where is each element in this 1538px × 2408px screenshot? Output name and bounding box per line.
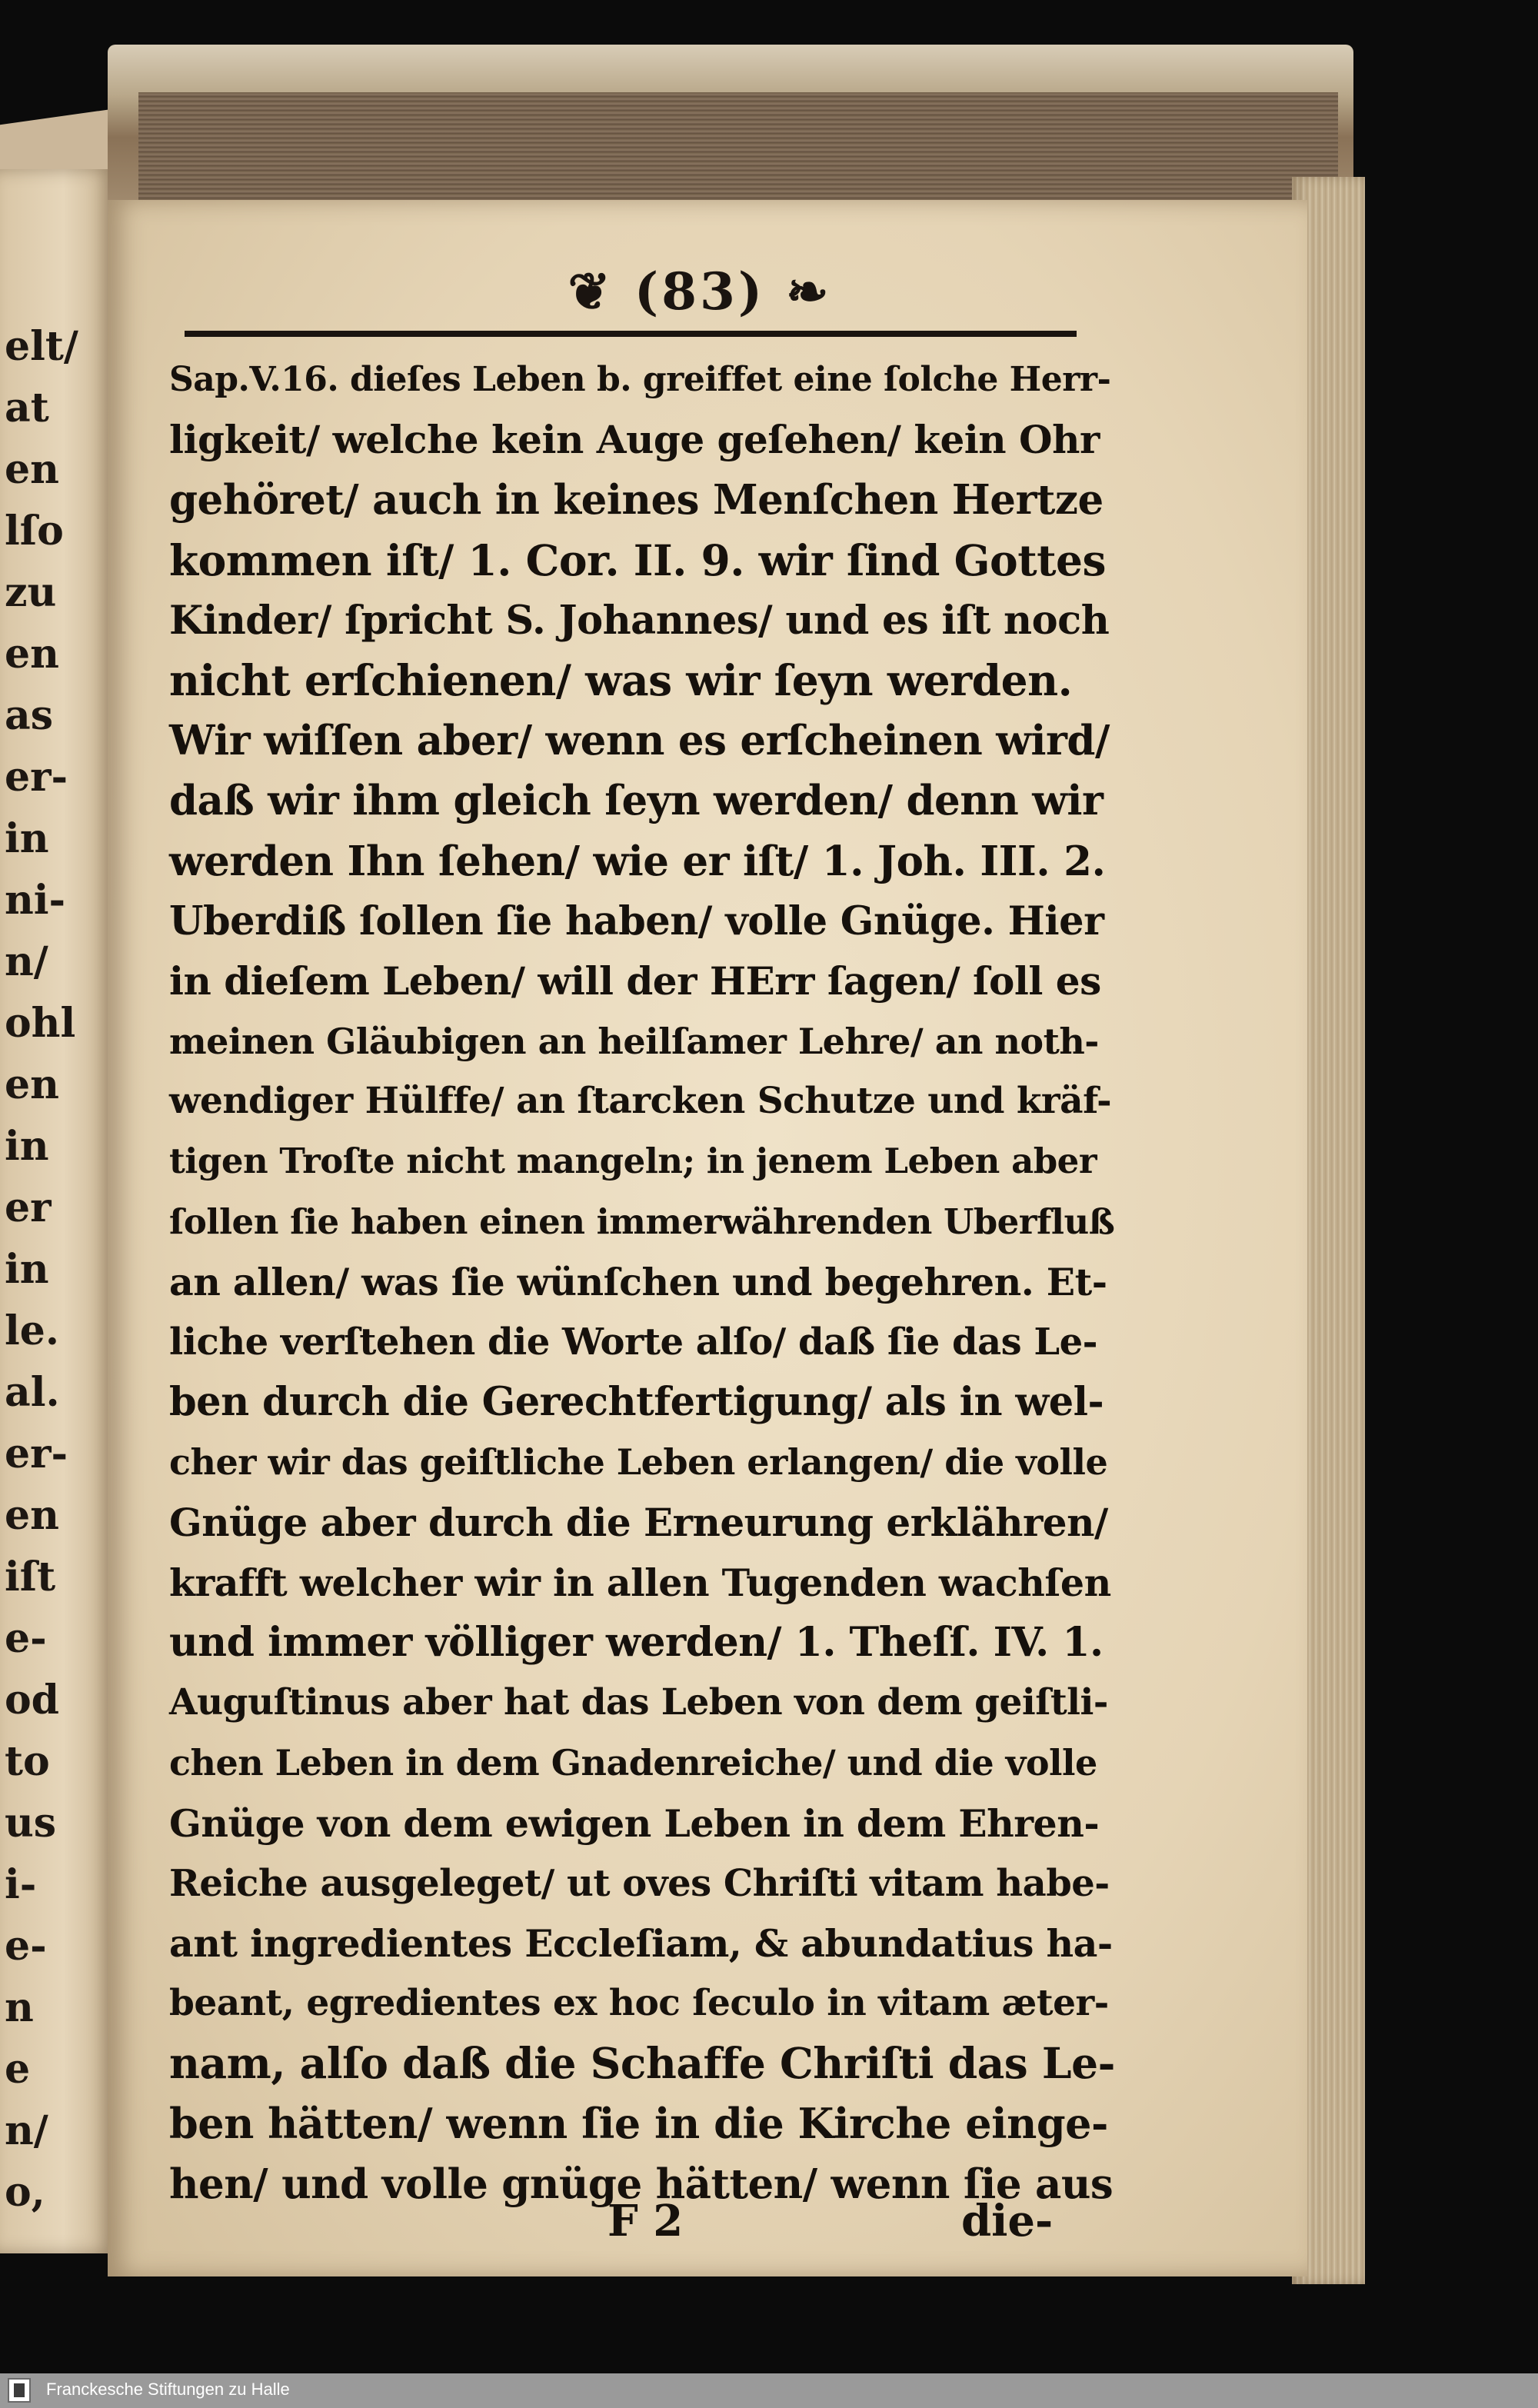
left-page-fragment: in	[5, 1246, 49, 1293]
text-line: an allen/ was ſie wünſchen und begehren. Et-	[169, 1259, 1107, 1304]
page-body-text	[169, 350, 1115, 2214]
catchword: die-	[961, 2196, 1054, 2246]
signature-mark: F 2	[608, 2196, 684, 2246]
text-line: tigen Troſte nicht mangeln; in jenem Leben aber	[169, 1141, 1097, 1182]
left-page-fragment: o,	[5, 2169, 45, 2216]
text-line: Reiche ausgeleget/ ut oves Chriſti vitam habe-	[169, 1861, 1110, 1905]
text-line: liche verſtehen die Worte alſo/ daß ſie das Le-	[169, 1321, 1098, 1364]
left-page-fragment: ohl	[5, 1000, 76, 1047]
left-page-fragment: od	[5, 1677, 60, 1724]
text-line: hen/ und volle gnüge hätten/ wenn ſie aus	[169, 2160, 1114, 2208]
text-line: und immer völliger werden/ 1. Theſſ. IV. 1.	[169, 1618, 1104, 1666]
text-line: daß wir ihm gleich ſeyn werden/ denn wir	[169, 777, 1104, 825]
text-line: Gnüge aber durch die Erneurung erklähren/	[169, 1499, 1108, 1545]
text-line: Wir wiſſen aber/ wenn es erſcheinen wird/	[169, 717, 1110, 765]
institution-logo-icon	[8, 2378, 31, 2403]
text-line: ben hätten/ wenn ſie in die Kirche einge-	[169, 2099, 1108, 2149]
left-page-fragment: e-	[5, 1923, 47, 1970]
left-page-fragment: n/	[5, 2107, 48, 2154]
text-line: nam, alſo daß die Schaffe Chriſti das Le-	[169, 2038, 1115, 2089]
left-page-fragment: n	[5, 1984, 34, 2031]
text-line: cher wir das geiſtliche Leben erlangen/ die volle	[169, 1441, 1108, 1484]
left-page-fragment: i-	[5, 1861, 37, 1908]
left-page-fragment: ni-	[5, 877, 66, 924]
text-line: kommen iſt/ 1. Cor. II. 9. wir ſind Gottes	[169, 535, 1107, 585]
left-page-fragment: en	[5, 1492, 59, 1539]
page-number: (83)	[634, 261, 766, 321]
text-line: nicht erſchienen/ was wir ſeyn werden.	[169, 654, 1073, 705]
page-block-edge	[138, 92, 1338, 208]
left-page-fragment: zu	[5, 569, 57, 616]
footer-credit: Franckesche Stiftungen zu Halle	[46, 2380, 290, 2399]
text-line: ant ingredientes Eccleſiam, & abundatius ha-	[169, 1920, 1113, 1966]
previous-page	[0, 169, 115, 2253]
text-line: chen Leben in dem Gnadenreiche/ und die volle	[169, 1742, 1097, 1784]
text-line: ſollen ſie haben einen immerwährenden Uberfluß	[169, 1201, 1115, 1242]
page-header	[508, 261, 892, 321]
text-line: Gnüge von dem ewigen Leben in dem Ehren-	[169, 1800, 1100, 1846]
footer-bar	[0, 2373, 1538, 2408]
left-page-fragment: er	[5, 1184, 52, 1231]
text-line: ligkeit/ welche kein Auge geſehen/ kein Ohr	[169, 417, 1100, 463]
text-line: krafft welcher wir in allen Tugenden wachſen	[169, 1560, 1111, 1605]
left-page-fragment: er-	[5, 754, 68, 801]
text-line: beant, egredientes ex hoc ſeculo in vitam æter-	[169, 1982, 1109, 2025]
left-page-fragment: in	[5, 1123, 49, 1170]
ornament-right-icon: ❧	[786, 261, 832, 321]
left-page-fragment: elt/	[5, 323, 78, 370]
left-page-fragment: er-	[5, 1430, 68, 1477]
text-line: Uberdiß ſollen ſie haben/ volle Gnüge. Hier	[169, 898, 1104, 944]
text-line: gehöret/ auch in keines Menſchen Hertze	[169, 476, 1104, 525]
header-rule	[185, 331, 1077, 337]
book-page	[108, 200, 1307, 2276]
ornament-left-icon: ❦	[568, 261, 614, 321]
left-page-fragment: us	[5, 1800, 57, 1847]
text-line: ben durch die Gerechtfertigung/ als in wel-	[169, 1379, 1104, 1426]
left-page-fragment: lſo	[5, 508, 64, 555]
left-page-fragment: e-	[5, 1615, 47, 1662]
left-page-fragment: as	[5, 692, 53, 739]
left-page-fragment: en	[5, 446, 59, 493]
left-page-fragment: al.	[5, 1369, 60, 1416]
text-line: wendiger Hülffe/ an ſtarcken Schutze und kräf-	[169, 1080, 1112, 1123]
left-page-fragment: e	[5, 2046, 31, 2093]
left-page-fragment: n/	[5, 938, 48, 985]
left-page-fragment: to	[5, 1738, 50, 1785]
left-page-fragment: en	[5, 631, 59, 678]
left-page-fragment: in	[5, 815, 49, 862]
text-line: Auguſtinus aber hat das Leben von dem geiſtli-	[169, 1681, 1108, 1724]
left-page-fragment: le.	[5, 1307, 59, 1354]
left-page-fragment: iſt	[5, 1554, 56, 1600]
text-line: Kinder/ ſpricht S. Johannes/ und es iſt noch	[169, 597, 1110, 644]
text-line: Sap.V.16. dieſes Leben b. greiffet eine ſolche Herr-	[169, 360, 1111, 399]
left-page-fragment: at	[5, 385, 49, 431]
text-line: in dieſem Leben/ will der HErr ſagen/ ſoll es	[169, 958, 1101, 1004]
left-page-fragment: en	[5, 1061, 59, 1108]
text-line: werden Ihn ſehen/ wie er iſt/ 1. Joh. III. 2.	[169, 837, 1106, 885]
text-line: meinen Gläubigen an heilſamer Lehre/ an noth-	[169, 1021, 1099, 1063]
